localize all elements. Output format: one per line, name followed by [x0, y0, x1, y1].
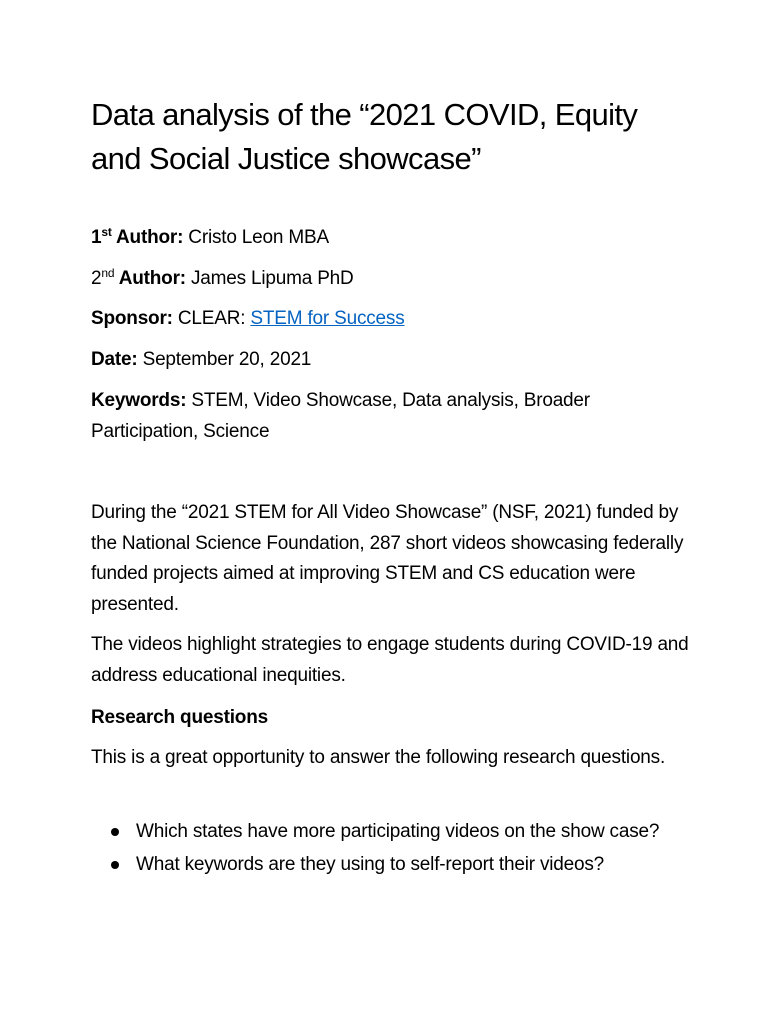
- second-author-name: James Lipuma PhD: [185, 268, 354, 289]
- date-value: September 20, 2021: [137, 349, 312, 370]
- keywords-line-continued: Participation, Science: [91, 421, 270, 442]
- first-author-name: Cristo Leon MBA: [183, 227, 329, 248]
- bullet-icon: [111, 861, 119, 869]
- second-author-label: Author:: [114, 268, 186, 289]
- videos-paragraph: The videos highlight strategies to engage students during COVID-19 and address educational inequities.: [91, 634, 689, 686]
- keywords-value: STEM, Video Showcase, Data analysis, Broader: [186, 390, 590, 411]
- list-item: Which states have more participating videos on the show case?: [91, 817, 691, 848]
- bullet-icon: [111, 828, 119, 836]
- sponsor-line: [91, 303, 405, 334]
- second-author-line: 2nd Author: James Lipuma PhD: [91, 266, 354, 289]
- first-author-line: [91, 222, 329, 253]
- research-questions-list: [91, 817, 691, 882]
- intro-paragraph: During the “2021 STEM for All Video Showcase” (NSF, 2021) funded by the National Science Foundation, 287 short videos showcasing federally funded projects aimed at improving STEM and CS education were presented.: [91, 502, 684, 615]
- stem-for-success-link[interactable]: STEM for Success: [250, 308, 405, 329]
- document-title: Data analysis of the “2021 COVID, Equity and Social Justice showcase”: [91, 97, 638, 176]
- date-line: [91, 344, 311, 375]
- research-intro-paragraph: This is a great opportunity to answer the following research questions.: [91, 747, 666, 768]
- date-label: Date:: [91, 349, 138, 370]
- keywords-label: Keywords:: [91, 390, 187, 411]
- keywords-line: [91, 385, 590, 416]
- list-item: What keywords are they using to self-report their videos?: [91, 850, 691, 881]
- sponsor-prefix: CLEAR:: [172, 308, 251, 329]
- research-questions-heading: Research questions: [91, 707, 268, 728]
- first-author-label: 1st Author:: [91, 225, 184, 248]
- sponsor-label: Sponsor:: [91, 308, 173, 329]
